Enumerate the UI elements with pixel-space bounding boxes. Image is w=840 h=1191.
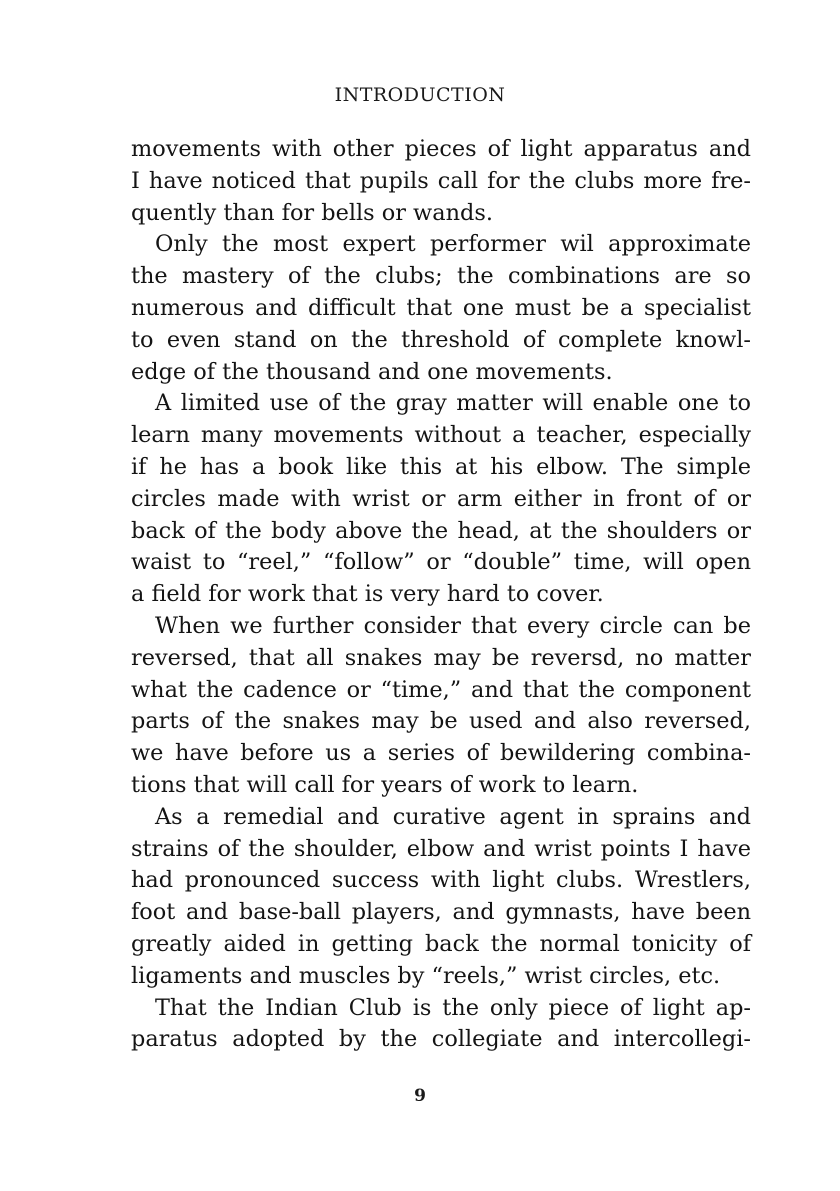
- text-line: foot and base-ball players, and gymnasts, have been: [131, 899, 751, 926]
- text-line: learn many movements without a teacher, especially: [131, 422, 751, 449]
- text-line: to even stand on the threshold of complete knowl-: [131, 326, 751, 353]
- text-line: what the cadence or “time,” and that the component: [131, 676, 751, 703]
- text-line: quently than for bells or wands.: [131, 199, 493, 226]
- text-line: the mastery of the clubs; the combinations are so: [131, 263, 751, 290]
- text-line: waist to “reel,” “follow” or “double” time, will open: [131, 549, 751, 576]
- text-line: circles made with wrist or arm either in front of or: [131, 485, 751, 512]
- text-line: strains of the shoulder, elbow and wrist points I have: [131, 835, 751, 862]
- text-line: a field for work that is very hard to cover.: [131, 581, 604, 608]
- text-line: if he has a book like this at his elbow. The simple: [131, 453, 751, 480]
- text-line: paratus adopted by the collegiate and intercollegi-: [131, 1026, 751, 1053]
- text-line: I have noticed that pupils call for the clubs more fre-: [131, 167, 751, 194]
- page-number: 9: [414, 1086, 426, 1106]
- text-line: As a remedial and curative agent in sprains and: [155, 803, 751, 830]
- text-line: edge of the thousand and one movements.: [131, 358, 613, 385]
- text-line: had pronounced success with light clubs. Wrestlers,: [131, 867, 751, 894]
- text-line: A limited use of the gray matter will enable one to: [155, 390, 751, 417]
- text-line: That the Indian Club is the only piece of light ap-: [155, 994, 751, 1021]
- text-line: greatly aided in getting back the normal tonicity of: [131, 930, 751, 957]
- body-text: [131, 134, 751, 1056]
- text-line: numerous and difficult that one must be a specialist: [131, 294, 751, 321]
- text-line: When we further consider that every circle can be: [155, 612, 751, 639]
- text-line: reversed, that all snakes may be reversd, no matter: [131, 644, 751, 671]
- text-line: movements with other pieces of light apparatus and: [131, 136, 751, 162]
- text-line: parts of the snakes may be used and also reversed,: [131, 708, 751, 735]
- text-line: ligaments and muscles by “reels,” wrist circles, etc.: [131, 962, 721, 989]
- text-line: tions that will call for years of work to learn.: [131, 771, 639, 798]
- text-line: Only the most expert performer wil approximate: [155, 231, 751, 258]
- text-line: we have before us a series of bewildering combina-: [131, 740, 751, 767]
- running-head: INTRODUCTION: [334, 84, 506, 106]
- text-line: back of the body above the head, at the shoulders or: [131, 517, 751, 544]
